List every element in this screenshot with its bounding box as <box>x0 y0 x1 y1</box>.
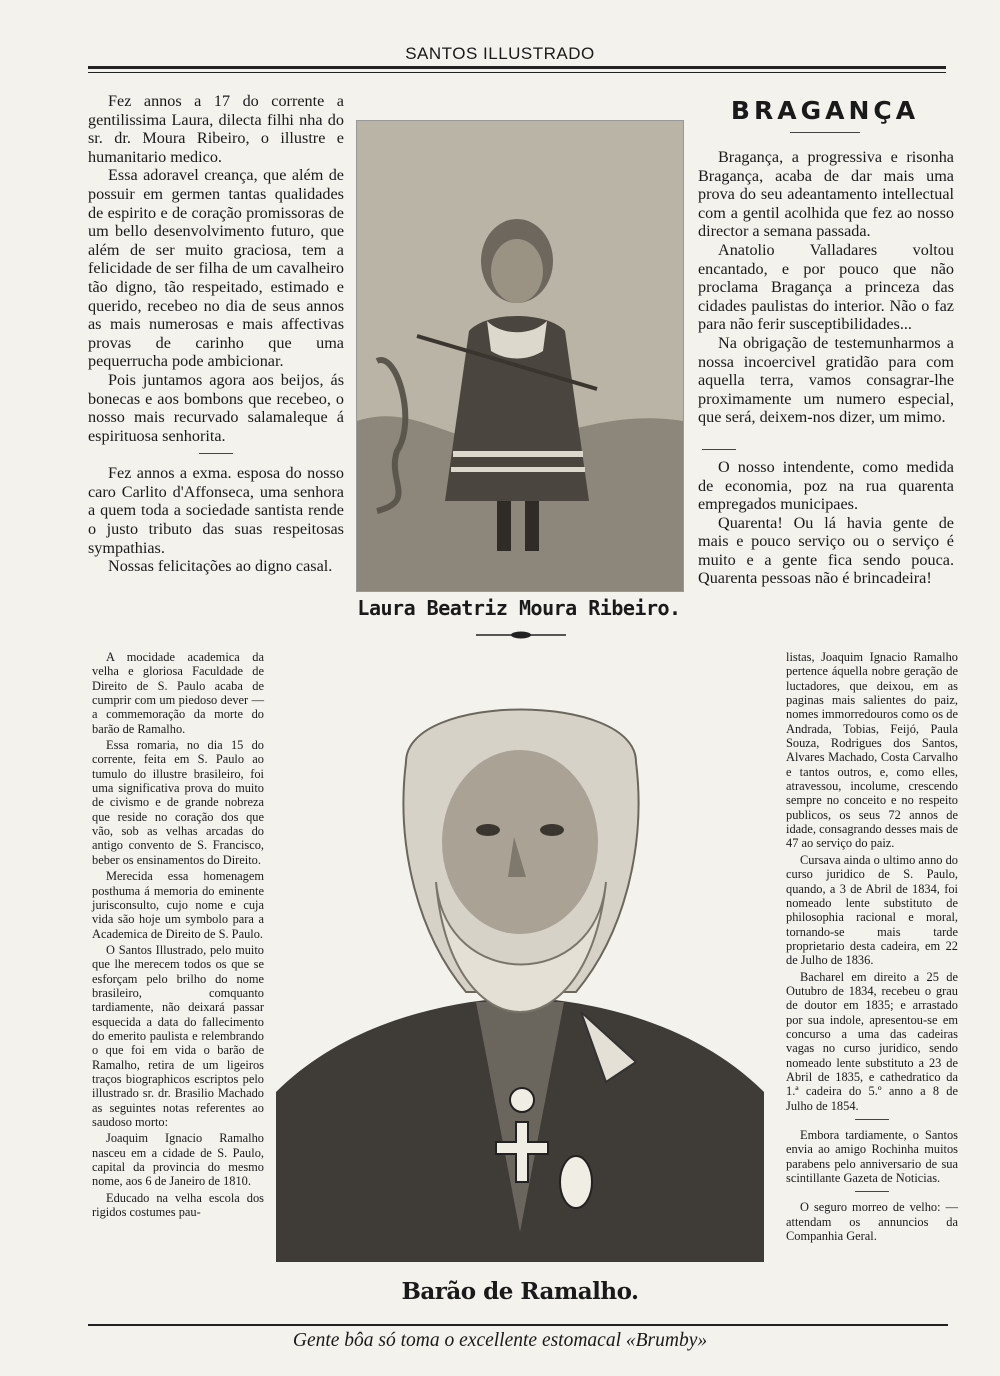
paragraph: Bragança, a progressiva e risonha Bragança, acaba de dar mais uma prova do seu adeantamento intellectual com a gentil acolhida que fez ao nosso director a semana passada. <box>698 148 954 241</box>
paragraph: O nosso intendente, como medida de economia, poz na rua quarenta empregados municipaes. <box>698 457 954 514</box>
braganca-heading: BRAGANÇA <box>730 96 920 125</box>
paragraph: Pois juntamos agora aos beijos, ás bonecas e aos bombons que recebeo, o nosso mais recurvado salamaleque á espirituosa senhorita. <box>88 370 344 445</box>
paragraph: Fez annos a exma. esposa do nosso caro Carlito d'Affonseca, uma senhora a quem toda a sociedade santista rende o justo tributo das suas respeitosas sympathias. <box>88 464 344 557</box>
paragraph: Merecida essa homenagem posthuma á memoria do eminente jurisconsulto, cujo nome e cuja vida são hoje um symbolo para a Academica de Direito de S. Paulo. <box>92 869 264 941</box>
column-right-bottom <box>786 650 958 1245</box>
paragraph: Nossas felicitações ao digno casal. <box>108 557 333 576</box>
separator <box>855 1191 889 1192</box>
paragraph: O Santos Illustrado, pelo muito que lhe merecem todos os que se esforçam pelo brilho do nome brasileiro, comquanto tardiamente, não deixará passar esquecida a data do fallecimento do emerito paulista e relembrando o que foi em vida o barão de Ramalho, retira de um ligeiros traços biographicos escriptos pelo illustrado sr. dr. Brasilio Machado as seguintes notas referentes ao saudoso morto: <box>92 942 264 1129</box>
paragraph: Na obrigação de testemunharmos a nossa incoercivel gratidão para com aquella terra, vamos consagrar-lhe proximamente um numero especial, que será, deixem-nos dizer, um mimo. <box>698 333 954 427</box>
masthead-rule <box>88 66 946 69</box>
separator <box>702 449 736 450</box>
paragraph: Essa romaria, no dia 15 do corrente, feita em S. Paulo ao tumulo do illustre brasileiro, foi uma significativa prova do muito de civismo e de grande nobreza que reside no coração dos que vão, sob as velhas arcadas do antigo convento de S. Francisco, beber os ensinamentos do Direito. <box>92 738 264 867</box>
masthead-rule-thin <box>88 72 946 73</box>
separator <box>855 1119 889 1120</box>
photo-laura <box>356 120 684 592</box>
paragraph: Essa adoravel creança, que além de possuir em germen tantas qualidades de espirito e de coração promissoras de um bello desenvolvimento futuro, que além de ser muito graciosa, tem a felicidade de ser filha de um cavalheiro tão digno, tão respeitado, estimado e querido, recebeo no dia de seus annos as mais numerosas e mais affectivas provas de carinho que uma pequerrucha pode ambicionar. <box>88 166 344 371</box>
column-right-top <box>698 148 954 588</box>
medal-icon <box>510 1088 534 1112</box>
photo-barao <box>276 672 764 1262</box>
girl-portrait-illustration <box>357 121 683 591</box>
paragraph: Joaquim Ignacio Ramalho nasceu em a cidade de S. Paulo, capital da provincia do mesmo nome, aos 6 de Janeiro de 1810. <box>92 1131 264 1189</box>
separator <box>199 453 233 454</box>
column-left-bottom <box>92 650 264 1221</box>
paragraph: O seguro morreo de velho: — attendam os annuncios da Companhia Geral. <box>786 1200 958 1244</box>
column-left-top <box>88 92 344 576</box>
photo-barao-caption: Barão de Ramalho. <box>401 1278 639 1305</box>
footer-advert: Gente bôa só toma o excellente estomacal «Brumby» <box>292 1330 708 1351</box>
paragraph: Bacharel em direito a 25 de Outubro de 1834, recebeu o grau de doutor em 1835; e arrastado por sua indole, apresentou-se em concurso a uma das cadeiras vagas no curso juridico, sendo nomeado lente substituto a 23 de Abril de 1835, e cathedratico da 1.ª cadeira do 5.º anno a 8 de Julho de 1854. <box>786 969 958 1113</box>
paragraph: Fez annos a 17 do corrente a gentilissima Laura, dilecta filhi nha do sr. dr. Moura Ribeiro, o illustre e humanitario medico. <box>88 92 344 166</box>
ornament-divider <box>476 630 566 640</box>
barao-portrait-illustration <box>276 672 764 1262</box>
paragraph: listas, Joaquim Ignacio Ramalho pertence áquella nobre geração de luctadores, que deixou, em as paginas mais salientes do paiz, nomes immorredouros como os de Andrada, Tobias, Feijó, Paula Souza, Rodrigues dos Santos, Alvares Machado, Costa Carvalho e tantos outros, e, como elles, atravessou, incolume, crescendo sempre no conceito e no respeito publicos, os seus 72 annos de idade, consagrando desses mais de 47 ao serviço do paiz. <box>786 650 958 851</box>
medal-icon <box>560 1156 592 1208</box>
paragraph: Embora tardiamente, o Santos envia ao amigo Rochinha muitos parabens pelo anniversario de sua scintillante Gazeta de Noticias. <box>786 1128 958 1186</box>
footer-rule <box>88 1324 948 1326</box>
photo-laura-caption: Laura Beatriz Moura Ribeiro. <box>357 596 681 620</box>
paragraph: Cursava ainda o ultimo anno do curso juridico de S. Paulo, quando, a 3 de Abril de 1834, foi nomeado lente substituto de philosophia racional e moral, tornando-se mais tarde proprietario desta cadeira, em 22 de Julho de 1836. <box>786 852 958 968</box>
paragraph: Anatolio Valladares voltou encantado, e por pouco que não proclama Bragança a princeza das cidades paulistas do interior. Não o faz para não ferir susceptibilidades... <box>698 240 954 334</box>
masthead: SANTOS ILLUSTRADO <box>405 44 595 63</box>
heading-underline <box>790 132 860 133</box>
paragraph: Educado na velha escola dos rigidos costumes pau- <box>92 1190 264 1220</box>
paragraph: Quarenta! Ou lá havia gente de mais e pouco serviço ou o serviço é muito e a gente fica sendo pouca. Quarenta pessoas não é brincadeira! <box>698 513 954 588</box>
paragraph: A mocidade academica da velha e gloriosa Faculdade de Direito de S. Paulo acaba de cumprir com um piedoso dever — a commemoração da morte do barão de Ramalho. <box>92 650 264 736</box>
